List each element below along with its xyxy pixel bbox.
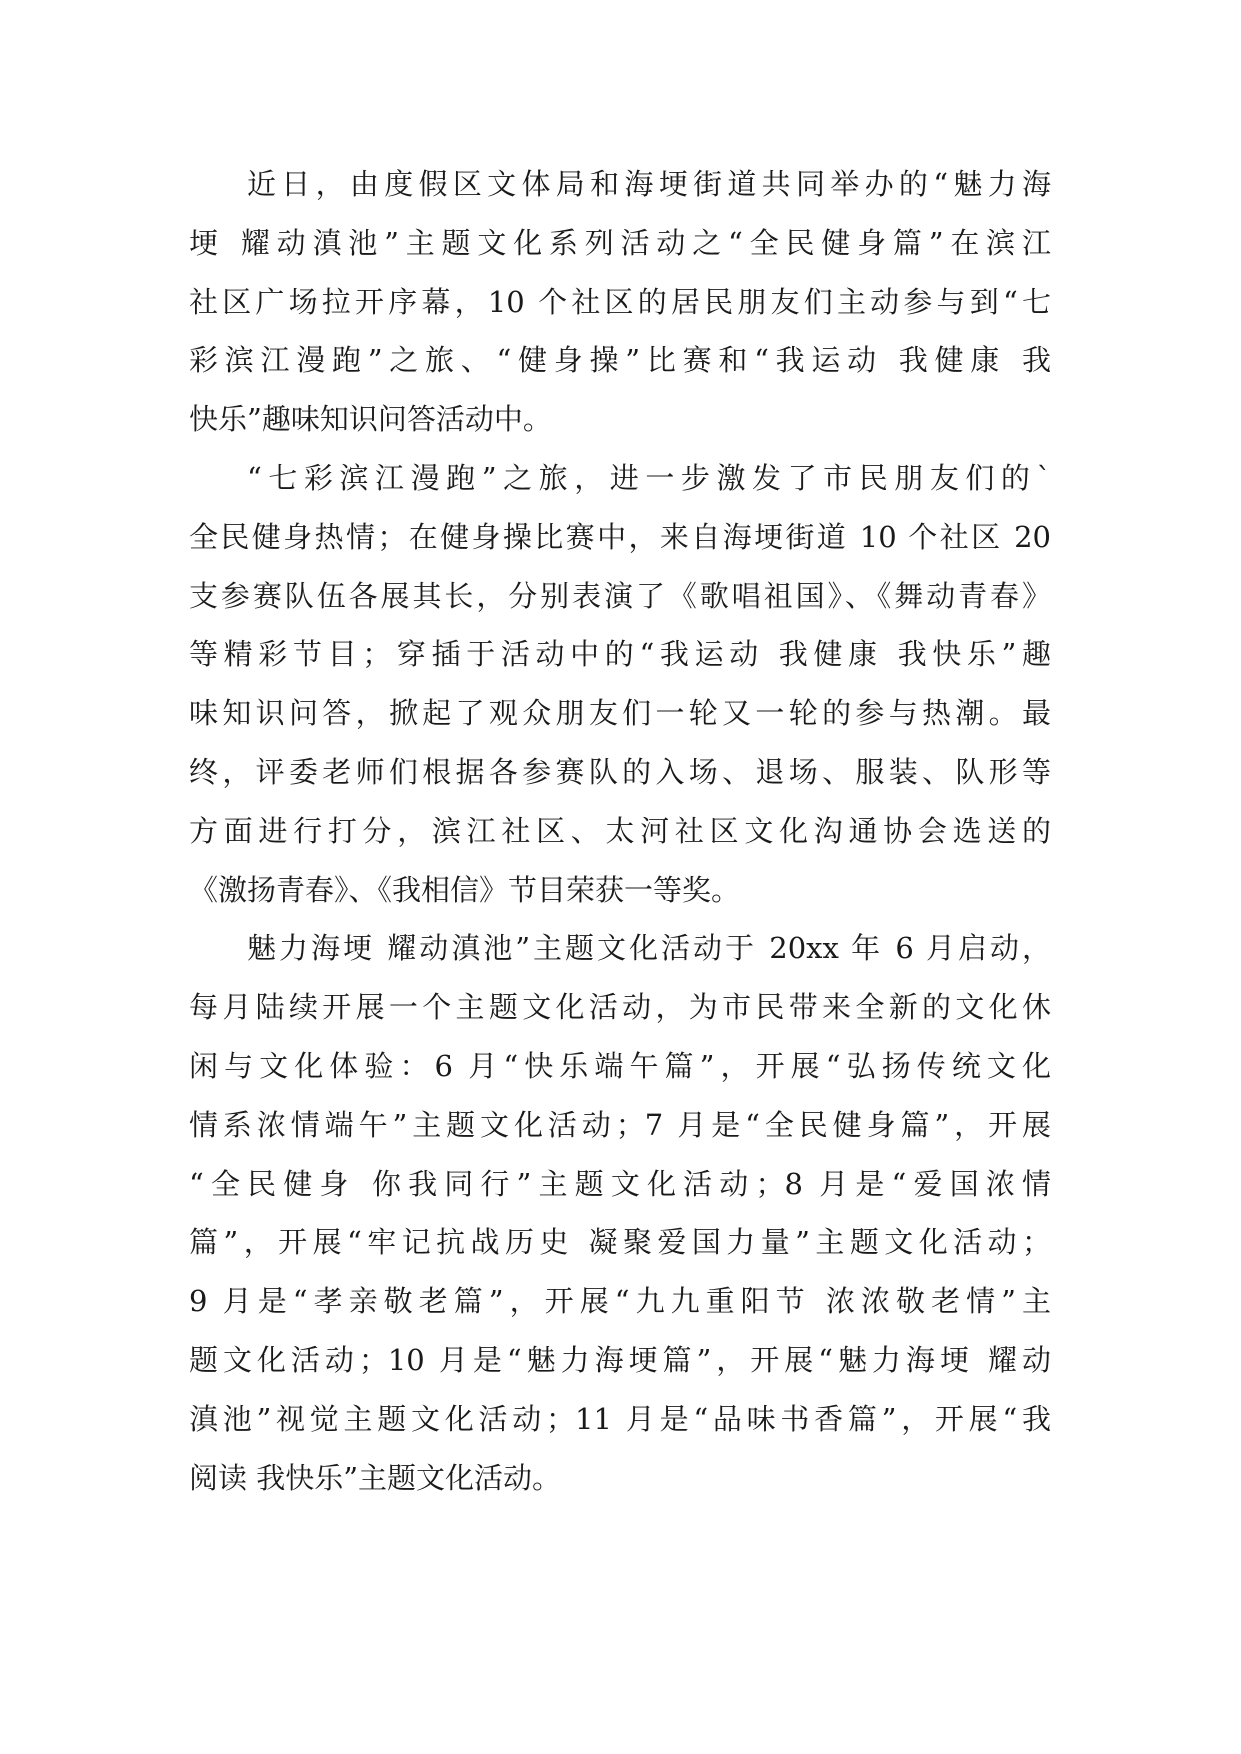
paragraph-line: 每月陆续开展一个主题文化活动，为市民带来全新的文化休 [189, 990, 1051, 1025]
paragraph-line: 近日，由度假区文体局和海埂街道共同举办的“魅力海 [247, 167, 1051, 201]
paragraph-line: 彩滨江漫跑”之旅、“健身操”比赛和“我运动 我健康 我 [189, 343, 1051, 378]
paragraph-line: 快乐”趣味知识问答活动中。 [189, 402, 552, 437]
paragraph-line: 《激扬青春》、《我相信》节目荣获一等奖。 [189, 872, 741, 907]
paragraph-line: 全民健身热情；在健身操比赛中，来自海埂街道 10 个社区 20 [189, 519, 1051, 554]
paragraph-line: 情系浓情端午”主题文化活动；7 月是“全民健身篇”，开展 [189, 1107, 1051, 1142]
paragraph-line: 味知识问答，掀起了观众朋友们一轮又一轮的参与热潮。最 [189, 696, 1051, 731]
paragraph-line: 社区广场拉开序幕，10 个社区的居民朋友们主动参与到“七 [189, 284, 1051, 319]
paragraph-line: 滇池”视觉主题文化活动；11 月是“品味书香篇”，开展“我 [189, 1401, 1051, 1436]
paragraph-line: 支参赛队伍各展其长，分别表演了《歌唱祖国》、《舞动青春》 [189, 578, 1051, 613]
paragraph-line: 闲与文化体验：6 月“快乐端午篇”，开展“弘扬传统文化 [189, 1048, 1051, 1083]
paragraph-line: 阅读 我快乐”主题文化活动。 [189, 1460, 562, 1495]
paragraph-line: 埂 耀动滇池”主题文化系列活动之“全民健身篇”在滨江 [189, 225, 1051, 260]
paragraph-3 [189, 919, 1051, 1507]
paragraph-line: 等精彩节目；穿插于活动中的“我运动 我健康 我快乐”趣 [189, 637, 1051, 672]
paragraph-2 [189, 449, 1051, 919]
paragraph-line: 9 月是“孝亲敬老篇”，开展“九九重阳节 浓浓敬老情”主 [189, 1284, 1051, 1319]
paragraph-line: 魅力海埂 耀动滇池”主题文化活动于 20xx 年 6 月启动， [247, 931, 1051, 966]
paragraph-line: 篇”，开展“牢记抗战历史 凝聚爱国力量”主题文化活动； [189, 1225, 1051, 1260]
paragraph-line: “全民健身 你我同行”主题文化活动；8 月是“爱国浓情 [189, 1166, 1051, 1201]
paragraph-line: 题文化活动；10 月是“魅力海埂篇”，开展“魅力海埂 耀动 [189, 1342, 1051, 1377]
paragraph-line: “七彩滨江漫跑”之旅，进一步激发了市民朋友们的` [247, 460, 1051, 495]
document-body [189, 155, 1051, 1507]
paragraph-1 [189, 155, 1051, 449]
paragraph-line: 方面进行打分，滨江社区、太河社区文化沟通协会选送的 [189, 813, 1051, 848]
paragraph-line: 终，评委老师们根据各参赛队的入场、退场、服装、队形等 [189, 754, 1051, 789]
